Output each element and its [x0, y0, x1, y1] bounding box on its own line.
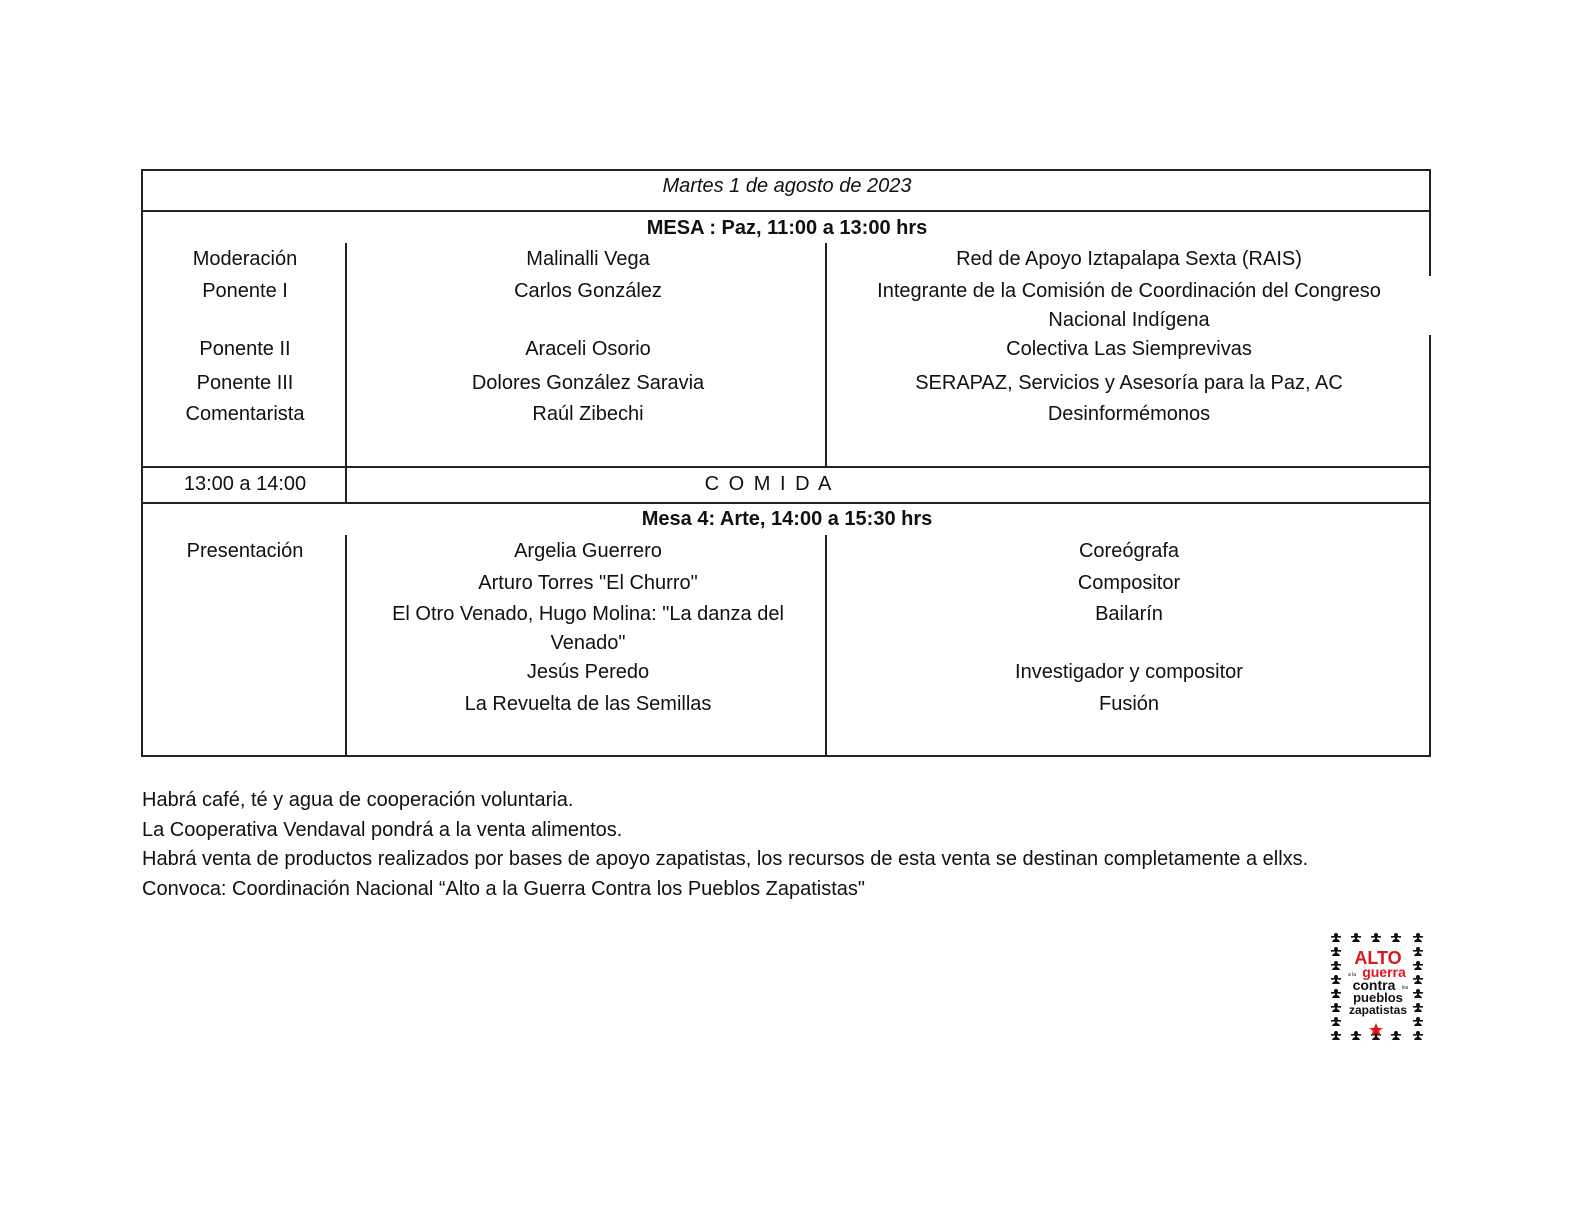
logo-graphic: [1328, 930, 1432, 1042]
logo-word: ALTO: [1354, 948, 1402, 968]
note-line: Convoca: Coordinación Nacional “Alto a la Guerra Contra los Pueblos Zapatistas": [142, 877, 866, 900]
session2-name: Argelia Guerrero: [514, 540, 662, 562]
session1-role: Ponente II: [199, 338, 291, 360]
session1-name: Dolores González Saravia: [471, 372, 705, 394]
session2-name: Jesús Peredo: [526, 661, 650, 683]
table-border-top: [141, 169, 1431, 171]
session1-role: Moderación: [192, 248, 298, 270]
logo-word: a la: [1347, 972, 1357, 978]
logo-word: pueblos: [1353, 990, 1403, 1005]
logo-word: contra: [1352, 977, 1396, 993]
separator-date: [141, 210, 1431, 212]
session1-name: Carlos González: [514, 280, 662, 302]
separator-break-top: [141, 466, 1431, 468]
session1-name: Raúl Zibechi: [532, 403, 644, 425]
session1-title: MESA : Paz, 11:00 a 13:00 hrs: [646, 217, 928, 239]
session1-affiliation: Colectiva Las Siemprevivas: [1006, 338, 1252, 360]
session2-name: La Revuelta de las Semillas: [464, 693, 712, 715]
session2-affiliation: Coreógrafa: [1078, 540, 1180, 562]
notes: [142, 786, 1442, 904]
session1-name: Malinalli Vega: [526, 248, 650, 270]
session1-role: Comentarista: [185, 403, 305, 425]
note-line: La Cooperativa Vendaval pondrá a la venta alimentos.: [142, 818, 623, 841]
col-divider-1b: [345, 535, 347, 757]
separator-break-bottom: [141, 502, 1431, 504]
date-header: Martes 1 de agosto de 2023: [662, 175, 912, 197]
break-label: C O M I D A: [704, 473, 834, 495]
session2-affiliation: Investigador y compositor: [1015, 661, 1243, 683]
session1-name: Araceli Osorio: [525, 338, 651, 360]
session1-affiliation: SERAPAZ, Servicios y Asesoría para la Paz, AC: [915, 372, 1343, 394]
session2-role: Presentación: [186, 540, 304, 562]
logo-word: zapatistas: [1348, 1003, 1408, 1017]
session2-title: Mesa 4: Arte, 14:00 a 15:30 hrs: [641, 508, 933, 530]
session2-affiliation: Fusión: [1098, 693, 1160, 715]
session2-name: El Otro Venado, Hugo Molina: "La danza del Venado": [392, 603, 784, 654]
table-border-bottom: [141, 755, 1431, 757]
session1-role: Ponente I: [202, 280, 288, 302]
table-border-right-bottom: [1429, 335, 1431, 757]
session2-affiliation: Compositor: [1077, 572, 1181, 594]
break-time: 13:00 a 14:00: [183, 473, 307, 495]
session2-affiliation: Bailarín: [1095, 603, 1163, 625]
session1-affiliation: Desinformémonos: [1047, 403, 1211, 425]
note-line: Habrá venta de productos realizados por bases de apoyo zapatistas, los recursos de esta venta se destinan completamente a ellxs.: [142, 848, 1309, 870]
session1-affiliation: Red de Apoyo Iztapalapa Sexta (RAIS): [956, 248, 1302, 270]
session1-affiliation: Integrante de la Comisión de Coordinación del Congreso Nacional Indígena: [877, 280, 1381, 331]
campaign-logo: [1328, 930, 1432, 1042]
logo-word: los: [1401, 985, 1409, 991]
logo-word: guerra: [1362, 964, 1406, 980]
session2-name: Arturo Torres "El Churro": [478, 572, 698, 594]
session1-role: Ponente III: [196, 372, 294, 394]
note-line: Habrá café, té y agua de cooperación voluntaria.: [142, 789, 574, 811]
